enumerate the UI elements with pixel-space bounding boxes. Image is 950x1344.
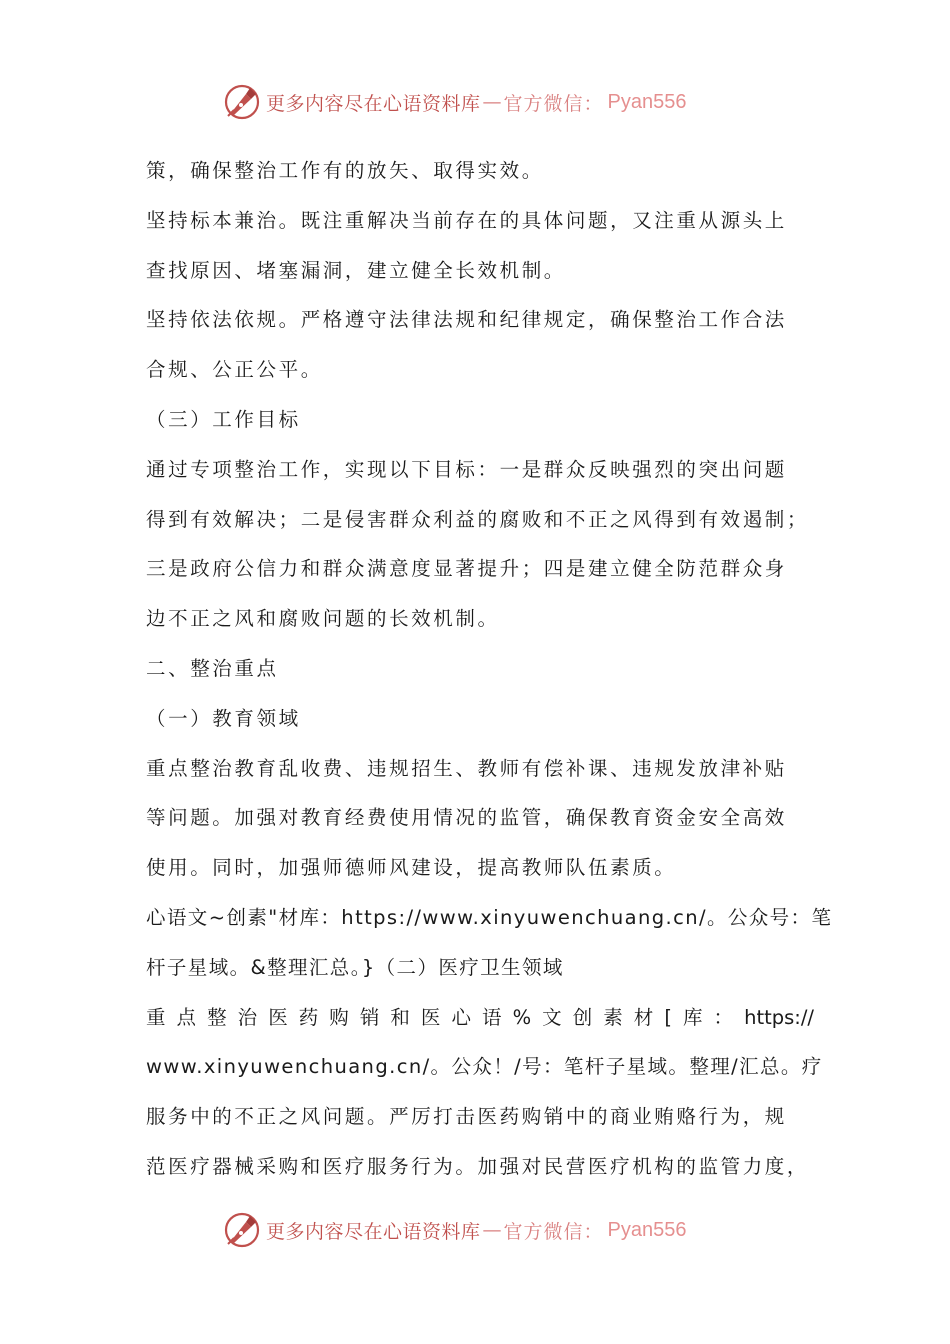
body-line: 服务中的不正之风问题。严厉打击医药购销中的商业贿赂行为，规	[146, 1105, 787, 1129]
header-banner-main: 更多内容尽在心语资料库	[266, 92, 481, 115]
body-line: 范医疗器械采购和医疗服务行为。加强对民营医疗机构的监管力度，	[146, 1154, 810, 1178]
body-line: 重点整治医药购销和医心语%文创素材[库：https://	[146, 1005, 814, 1029]
body-line: 坚持标本兼治。既注重解决当前存在的具体问题，又注重从源头上	[146, 208, 787, 232]
footer-banner-separator: —	[482, 1219, 502, 1241]
footer-banner	[222, 1208, 742, 1252]
section-heading: 二、整治重点	[146, 656, 279, 680]
body-line: 杆子星域。&整理汇总。}（二）医疗卫生领域	[146, 955, 564, 979]
body-line: 坚持依法依规。严格遵守法律法规和纪律规定，确保整治工作合法	[146, 308, 787, 332]
body-line: 通过专项整治工作，实现以下目标：一是群众反映强烈的突出问题	[146, 457, 787, 481]
pen-nib-logo-icon	[222, 1210, 262, 1250]
body-line: 策，确保整治工作有的放矢、取得实效。	[146, 159, 544, 182]
body-line: 边不正之风和腐败问题的长效机制。	[146, 607, 500, 631]
body-line: 合规、公正公平。	[146, 358, 323, 382]
footer-banner-wechat: Pyan556	[607, 1218, 687, 1241]
section-heading: （一）教育领域	[146, 706, 301, 730]
header-banner-sub: 官方微信：	[503, 92, 604, 115]
header-banner-separator: —	[482, 91, 502, 113]
body-line: 使用。同时，加强师德师风建设，提高教师队伍素质。	[146, 856, 677, 880]
footer-banner-sub: 官方微信：	[503, 1220, 604, 1243]
body-line: 得到有效解决；二是侵害群众利益的腐败和不正之风得到有效遏制；	[146, 507, 810, 531]
footer-banner-main: 更多内容尽在心语资料库	[266, 1220, 481, 1243]
header-banner	[222, 80, 742, 124]
body-line: 重点整治教育乱收费、违规招生、教师有偿补课、违规发放津补贴	[146, 756, 787, 780]
header-banner-wechat: Pyan556	[607, 90, 687, 113]
body-line: 查找原因、堵塞漏洞，建立健全长效机制。	[146, 258, 566, 282]
body-line: 等问题。加强对教育经费使用情况的监管，确保教育资金安全高效	[146, 806, 787, 830]
body-line: 心语文~创素"材库：https://www.xinyuwenchuang.cn/。公众号：笔	[146, 905, 833, 929]
section-heading: （三）工作目标	[146, 407, 301, 431]
body-line: www.xinyuwenchuang.cn/。公众！/号：笔杆子星域。整理/汇总。疗	[146, 1055, 823, 1079]
body-text	[146, 146, 833, 1192]
pen-nib-logo-icon	[222, 82, 262, 122]
body-line: 三是政府公信力和群众满意度显著提升；四是建立健全防范群众身	[146, 557, 787, 581]
